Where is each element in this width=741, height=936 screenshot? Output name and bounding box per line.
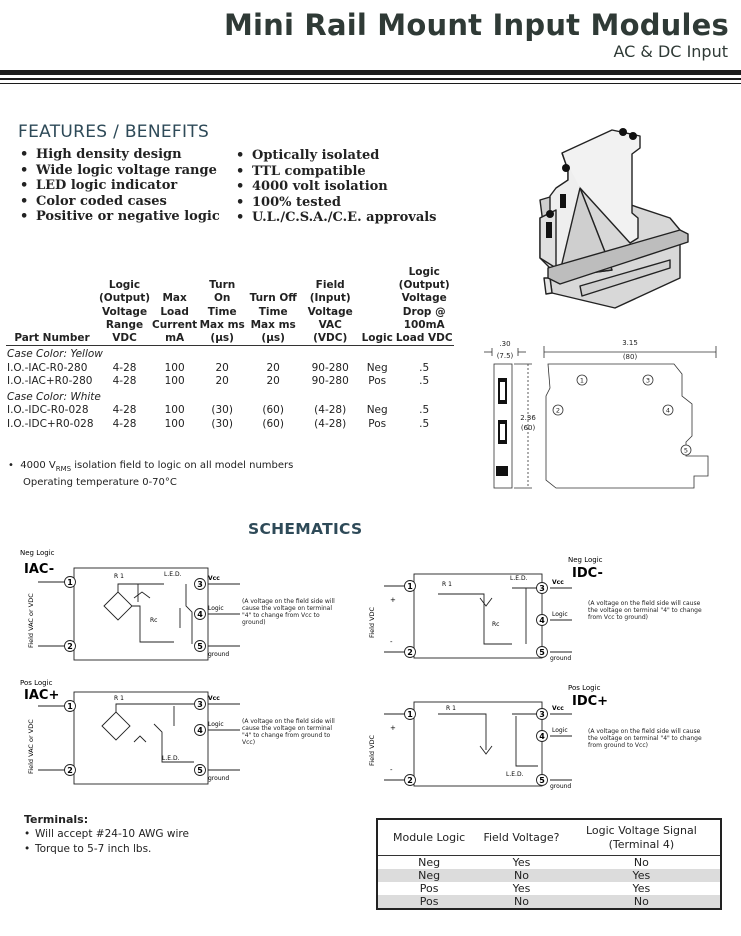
table-cell: 20 xyxy=(266,375,280,388)
column-header: Field Voltage? xyxy=(483,831,560,844)
module-isometric-image xyxy=(520,118,692,318)
table-cell: (30) xyxy=(211,404,233,417)
module-name: IDC+ xyxy=(572,694,609,709)
resistor-label: R 1 xyxy=(442,581,452,588)
terminal-number: 5 xyxy=(197,642,203,651)
width-mm: (80) xyxy=(622,353,638,361)
plus-label: + xyxy=(390,724,396,732)
table-row xyxy=(6,362,454,376)
table-cell: .5 xyxy=(419,361,430,374)
page-subtitle: AC & DC Input xyxy=(613,42,728,61)
schematic-idc-pos xyxy=(366,680,706,792)
terminal-number: 2 xyxy=(67,642,73,651)
table-cell: Neg xyxy=(418,856,441,869)
field-voltage-label: Field VAC or VDC xyxy=(27,719,35,774)
column-header: Field (Input) Voltage VAC (VDC) xyxy=(307,279,353,345)
terminal-number: 1 xyxy=(67,702,73,711)
table-cell: 100 xyxy=(164,375,185,388)
terminal-number: 1 xyxy=(407,582,413,591)
table-cell: No xyxy=(480,895,563,909)
case-color-label: Case Color: Yellow xyxy=(7,348,103,361)
table-cell: 90-280 xyxy=(311,361,349,374)
module-name: IDC- xyxy=(572,566,603,581)
minus-label: - xyxy=(390,638,393,646)
led-label: L.E.D. xyxy=(162,755,180,762)
terminal-number: 5 xyxy=(539,776,545,785)
module-name: IAC+ xyxy=(24,688,60,703)
table-cell: Pos xyxy=(368,375,387,388)
feature-item: • U.L./C.S.A./C.E. approvals xyxy=(236,210,437,226)
table-cell: 90-280 xyxy=(311,375,349,388)
resistor-label: R 1 xyxy=(114,695,124,702)
case-color-row xyxy=(6,346,454,362)
rms-subscript: RMS xyxy=(55,465,72,473)
part-number: I.O.-IAC-R0-280 xyxy=(7,361,88,374)
rc-label: Rc xyxy=(150,617,158,624)
table-row xyxy=(6,404,454,418)
vcc-label: Vcc xyxy=(552,705,564,712)
led-label: L.E.D. xyxy=(510,575,528,582)
terminal-number: 5 xyxy=(539,648,545,657)
schematic-note: (A voltage on the field side will cause the voltage on terminal "4" to change from Vcc to ground) xyxy=(242,598,335,626)
terminal-number: 2 xyxy=(555,406,561,415)
schematic-note: (A voltage on the field side will cause the voltage on terminal "4" to change from ground to Vcc) xyxy=(588,728,702,749)
terminal-number: 3 xyxy=(197,580,203,589)
table-row xyxy=(6,418,454,432)
terminal-number: 2 xyxy=(67,766,73,775)
part-number: I.O.-IDC-R0-028 xyxy=(7,404,89,417)
table-cell: (4-28) xyxy=(314,404,347,417)
table-cell: .5 xyxy=(419,404,430,417)
ground-label: ground xyxy=(550,783,572,790)
schematics-heading: SCHEMATICS xyxy=(248,520,363,538)
feature-item: • TTL compatible xyxy=(236,164,437,180)
terminal-number: 1 xyxy=(579,376,585,385)
vcc-label: Vcc xyxy=(208,575,220,582)
temperature-note: Operating temperature 0-70°C xyxy=(23,477,177,488)
table-cell: (4-28) xyxy=(314,417,347,430)
table-cell: 4-28 xyxy=(112,375,137,388)
field-voltage-label: Field VAC or VDC xyxy=(27,593,35,648)
table-cell: No xyxy=(563,895,721,909)
schematic-note: (A voltage on the field side will cause the voltage on terminal "4" to change from ground to Vcc) xyxy=(242,718,335,746)
width-inches: 3.15 xyxy=(622,339,638,347)
ground-label: ground xyxy=(208,651,230,658)
feature-item: • High density design xyxy=(20,147,220,163)
feature-item: • LED logic indicator xyxy=(20,178,220,194)
plus-label: + xyxy=(390,596,396,604)
terminal-number: 1 xyxy=(407,710,413,719)
features-heading: FEATURES / BENEFITS xyxy=(18,122,210,142)
column-header: Turn On Time Max ms (µs) xyxy=(199,279,245,345)
terminal-number: 3 xyxy=(645,376,651,385)
dimension-drawing xyxy=(484,338,724,498)
field-voltage-label: Field VDC xyxy=(368,606,376,638)
terminal-number: 4 xyxy=(665,406,671,415)
table-cell: Yes xyxy=(512,882,531,895)
table-cell: (60) xyxy=(262,404,284,417)
column-header: Logic xyxy=(361,332,393,345)
part-number: I.O.-IDC+R0-028 xyxy=(7,417,94,430)
header-rule-thick xyxy=(0,70,741,75)
list-item: • Torque to 5-7 inch lbs. xyxy=(24,842,189,857)
case-color-label: Case Color: White xyxy=(7,390,101,403)
feature-item: • Wide logic voltage range xyxy=(20,163,220,179)
vcc-label: Vcc xyxy=(208,695,220,702)
case-color-row xyxy=(6,389,454,405)
terminal-number: 5 xyxy=(197,766,203,775)
logic-type-label: Pos Logic xyxy=(568,684,601,692)
logic-type-label: Neg Logic xyxy=(20,549,55,557)
table-cell: 20 xyxy=(266,361,280,374)
terminal-number: 5 xyxy=(683,446,689,455)
resistor-label: R 1 xyxy=(446,705,456,712)
column-header: Max Load Current mA xyxy=(152,292,198,345)
table-cell: Neg xyxy=(366,361,388,374)
table-cell: .5 xyxy=(419,417,430,430)
table-row xyxy=(6,375,454,389)
table-cell: Pos xyxy=(368,417,387,430)
terminal-number: 4 xyxy=(197,610,203,619)
table-cell: (30) xyxy=(211,417,233,430)
table-cell: No xyxy=(480,869,563,882)
feature-item: • Color coded cases xyxy=(20,194,220,210)
table-cell: 100 xyxy=(164,417,185,430)
column-header: Part Number xyxy=(14,332,90,345)
table-cell: 4-28 xyxy=(112,417,137,430)
table-cell: Yes xyxy=(563,869,721,882)
feature-item: • Optically isolated xyxy=(236,148,437,164)
logic-label: Logic xyxy=(552,727,568,734)
field-voltage-label: Field VDC xyxy=(368,734,376,766)
height-mm: (60) xyxy=(520,424,536,432)
logic-label: Logic xyxy=(208,605,224,612)
rc-label: Rc xyxy=(492,621,500,628)
features-list-right xyxy=(236,148,437,226)
terminals-heading: Terminals: xyxy=(24,813,89,826)
table-cell: (60) xyxy=(262,417,284,430)
table-cell: 20 xyxy=(215,361,229,374)
schematic-iac-pos xyxy=(14,676,344,798)
depth-mm: (7.5) xyxy=(496,352,514,360)
terminal-number: 4 xyxy=(197,726,203,735)
led-label: L.E.D. xyxy=(164,571,182,578)
table-cell: 4-28 xyxy=(112,404,137,417)
table-row xyxy=(377,869,721,882)
terminal-number: 2 xyxy=(407,776,413,785)
table-cell: 4-28 xyxy=(112,361,137,374)
vcc-label: Vcc xyxy=(552,579,564,586)
table-cell: Pos xyxy=(377,895,480,909)
header-rule-mid xyxy=(0,78,741,80)
table-cell: Neg xyxy=(377,869,480,882)
minus-label: - xyxy=(390,766,393,774)
page-title: Mini Rail Mount Input Modules xyxy=(223,8,729,42)
list-item: • Will accept #24-10 AWG wire xyxy=(24,827,189,842)
table-cell: 100 xyxy=(164,404,185,417)
ground-label: ground xyxy=(550,655,572,662)
schematic-idc-neg xyxy=(366,554,706,666)
column-header: Logic (Output) Voltage Drop @ 100mA Load VDC xyxy=(395,266,453,345)
column-header: Module Logic xyxy=(392,831,466,844)
header-rule-thin xyxy=(0,83,741,84)
logic-truth-table xyxy=(376,818,722,910)
terminal-number: 4 xyxy=(539,732,545,741)
table-row xyxy=(377,856,721,869)
schematic-iac-neg xyxy=(14,546,344,668)
table-cell: 100 xyxy=(164,361,185,374)
terminal-number: 1 xyxy=(67,578,73,587)
table-row xyxy=(377,882,721,895)
feature-item: • 100% tested xyxy=(236,195,437,211)
terminal-number: 4 xyxy=(539,616,545,625)
terminal-number: 3 xyxy=(539,584,545,593)
table-cell: Yes xyxy=(632,882,651,895)
logic-label: Logic xyxy=(552,611,568,618)
height-inches: 2.36 xyxy=(520,414,536,422)
resistor-label: R 1 xyxy=(114,573,124,580)
terminal-number: 2 xyxy=(407,648,413,657)
table-cell: 20 xyxy=(215,375,229,388)
table-cell: Yes xyxy=(512,856,531,869)
isolation-value: 4000 V xyxy=(20,460,56,471)
depth-inches: .30 xyxy=(499,340,511,348)
terminals-list xyxy=(24,827,189,856)
schematic-note: (A voltage on the field side will cause the voltage on terminal "4" to change from Vcc to ground) xyxy=(588,600,702,621)
table-header-row xyxy=(377,819,721,856)
feature-item: • 4000 volt isolation xyxy=(236,179,437,195)
column-header: Logic Voltage Signal (Terminal 4) xyxy=(585,824,697,851)
table-cell: Neg xyxy=(366,404,388,417)
isolation-text: isolation field to logic on all model numbers xyxy=(71,460,294,471)
column-header: Turn Off Time Max ms (µs) xyxy=(249,292,297,345)
ground-label: ground xyxy=(208,775,230,782)
table-cell: Pos xyxy=(419,882,439,895)
features-list-left xyxy=(20,147,220,225)
table-cell: .5 xyxy=(419,375,430,388)
logic-label: Logic xyxy=(208,721,224,728)
specifications-table xyxy=(6,266,454,431)
table-cell: No xyxy=(633,856,649,869)
table-row xyxy=(377,895,721,909)
terminal-number: 3 xyxy=(539,710,545,719)
led-label: L.E.D. xyxy=(506,771,524,778)
module-name: IAC- xyxy=(24,562,55,577)
table-header-row xyxy=(6,266,454,346)
bullet: • xyxy=(8,460,21,471)
logic-type-label: Neg Logic xyxy=(568,556,603,564)
feature-item: • Positive or negative logic xyxy=(20,209,220,225)
logic-type-label: Pos Logic xyxy=(20,679,53,687)
column-header: Logic (Output) Voltage Range VDC xyxy=(99,279,151,345)
terminal-number: 3 xyxy=(197,700,203,709)
part-number: I.O.-IAC+R0-280 xyxy=(7,375,93,388)
